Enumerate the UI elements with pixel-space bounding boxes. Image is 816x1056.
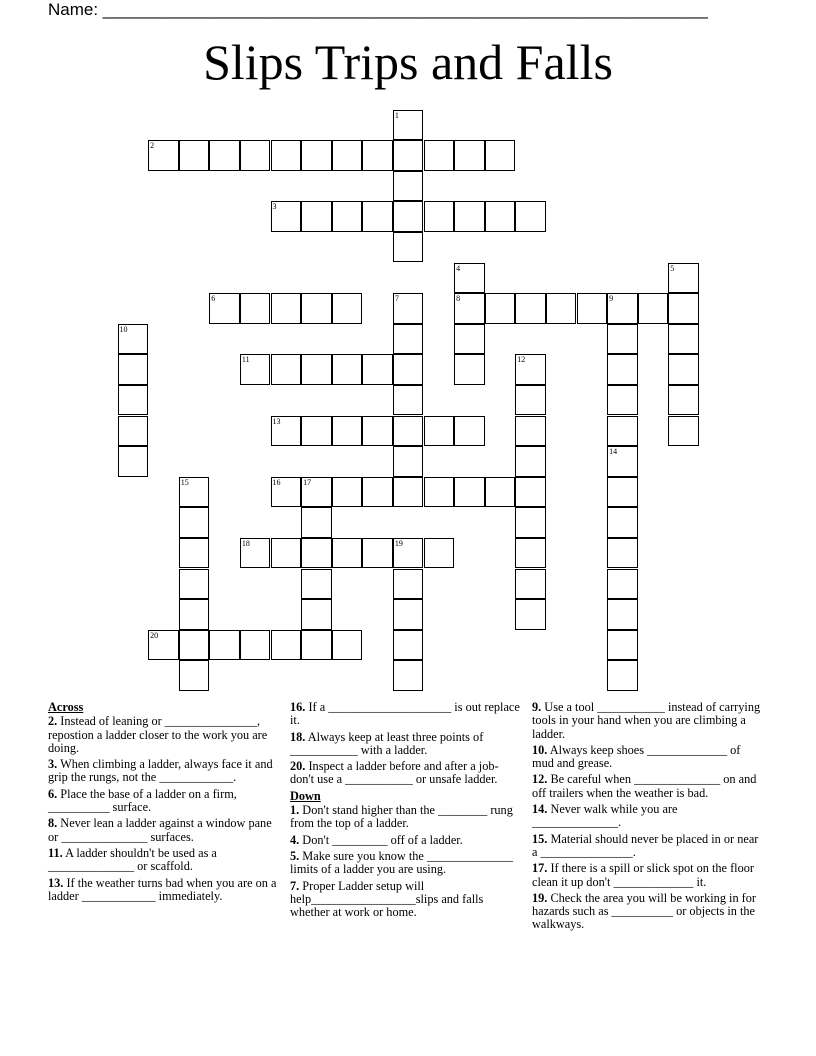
- grid-cell[interactable]: [515, 385, 546, 416]
- clue-item-number: 15.: [532, 831, 548, 846]
- grid-cell[interactable]: [607, 293, 638, 324]
- grid-cell[interactable]: [454, 354, 485, 385]
- down-clues-list-continued: [532, 701, 764, 932]
- clue-number: 3: [272, 202, 277, 212]
- across-clues-list: [48, 715, 280, 903]
- grid-cell[interactable]: [393, 599, 424, 630]
- grid-cell[interactable]: [240, 293, 271, 324]
- grid-cell[interactable]: [607, 446, 638, 477]
- page-title: Slips Trips and Falls: [203, 34, 613, 90]
- clue-item-text: Don't _________ off of a ladder.: [299, 832, 463, 847]
- clue-item: [48, 847, 280, 874]
- grid-cell[interactable]: [424, 140, 455, 171]
- clue-item: [532, 862, 764, 889]
- grid-cell[interactable]: [454, 324, 485, 355]
- grid-cell[interactable]: [271, 354, 302, 385]
- clue-item: [290, 804, 522, 831]
- grid-cell[interactable]: [515, 354, 546, 385]
- grid-cell[interactable]: [607, 385, 638, 416]
- clue-item: [532, 803, 764, 830]
- clue-item: [48, 877, 280, 904]
- grid-cell[interactable]: [240, 354, 271, 385]
- grid-cell[interactable]: [362, 140, 393, 171]
- clue-item: [290, 701, 522, 728]
- grid-cell[interactable]: [301, 477, 332, 508]
- grid-cell[interactable]: [179, 538, 210, 569]
- down-header: Down: [290, 788, 321, 803]
- grid-cell[interactable]: [515, 538, 546, 569]
- clue-item-number: 4.: [290, 832, 300, 847]
- clue-item: [290, 850, 522, 877]
- grid-cell[interactable]: [332, 293, 363, 324]
- clue-number: 2: [150, 141, 155, 151]
- clue-number: 12: [517, 355, 526, 365]
- grid-cell[interactable]: [179, 630, 210, 661]
- clue-item: [290, 834, 522, 847]
- grid-cell[interactable]: [668, 416, 699, 447]
- clue-number: 10: [119, 324, 128, 334]
- grid-cell[interactable]: [332, 354, 363, 385]
- clue-item-number: 6.: [48, 786, 58, 801]
- clue-number: 5: [670, 263, 675, 273]
- clue-number: 15: [180, 477, 189, 487]
- clue-item-text: Use a tool ___________ instead of carrying tools in your hand when you are climbing a ladder.: [532, 700, 761, 741]
- grid-cell[interactable]: [515, 446, 546, 477]
- grid-cell[interactable]: [179, 140, 210, 171]
- grid-cell[interactable]: [271, 140, 302, 171]
- grid-cell[interactable]: [301, 293, 332, 324]
- grid-cell[interactable]: [393, 354, 424, 385]
- grid-cell[interactable]: [118, 324, 149, 355]
- grid-cell[interactable]: [362, 201, 393, 232]
- grid-cell[interactable]: [424, 416, 455, 447]
- clue-item-text: Don't stand higher than the ________ rung from the top of a ladder.: [290, 803, 513, 831]
- grid-cell[interactable]: [424, 538, 455, 569]
- grid-cell[interactable]: [118, 446, 149, 477]
- grid-cell[interactable]: [179, 599, 210, 630]
- clue-item-number: 5.: [290, 848, 300, 863]
- grid-cell[interactable]: [485, 477, 516, 508]
- grid-cell[interactable]: [301, 507, 332, 538]
- clue-number: 17: [303, 477, 312, 487]
- grid-cell[interactable]: [362, 477, 393, 508]
- grid-cell[interactable]: [515, 599, 546, 630]
- grid-cell[interactable]: [515, 416, 546, 447]
- grid-cell[interactable]: [393, 416, 424, 447]
- grid-cell[interactable]: [393, 201, 424, 232]
- name-line: Name: ________________________________________________________________: [48, 0, 708, 19]
- grid-cell[interactable]: [515, 507, 546, 538]
- clue-item-number: 1.: [290, 803, 300, 818]
- clue-item-text: A ladder shouldn't be used as a ______________ or scaffold.: [48, 845, 217, 874]
- grid-cell[interactable]: [668, 385, 699, 416]
- clue-item-text: Make sure you know the ______________ limits of a ladder you are using.: [290, 848, 514, 877]
- clue-item-number: 7.: [290, 878, 300, 893]
- grid-cell[interactable]: [454, 477, 485, 508]
- clue-item-number: 10.: [532, 742, 548, 757]
- clue-item: [532, 892, 764, 932]
- across-clues-list-continued: [290, 701, 522, 787]
- grid-cell[interactable]: [362, 538, 393, 569]
- clue-item-text: If a ____________________ is out replace it.: [290, 700, 520, 728]
- grid-cell[interactable]: [393, 140, 424, 171]
- grid-cell[interactable]: [332, 630, 363, 661]
- grid-cell[interactable]: [332, 538, 363, 569]
- grid-cell[interactable]: [179, 477, 210, 508]
- clue-item-number: 9.: [532, 700, 542, 714]
- grid-cell[interactable]: [546, 293, 577, 324]
- grid-cell[interactable]: [668, 324, 699, 355]
- grid-cell[interactable]: [179, 507, 210, 538]
- clue-item-text: Be careful when ______________ on and off trailers when the weather is bad.: [532, 772, 757, 800]
- grid-cell[interactable]: [577, 293, 608, 324]
- clue-number: 8: [456, 294, 461, 304]
- grid-cell[interactable]: [668, 354, 699, 385]
- clue-item-text: Always keep shoes _____________ of mud and grease.: [532, 742, 741, 771]
- clue-item-text: If the weather turns bad when you are on a ladder ____________ immediately.: [48, 875, 277, 903]
- clue-number: 13: [272, 416, 281, 426]
- grid-cell[interactable]: [301, 630, 332, 661]
- grid-cell[interactable]: [424, 201, 455, 232]
- clue-item: [290, 731, 522, 758]
- grid-cell[interactable]: [301, 538, 332, 569]
- clue-item-number: 20.: [290, 759, 306, 774]
- clue-item-text: Never lean a ladder against a window pane or ______________ surfaces.: [48, 816, 272, 844]
- grid-cell[interactable]: [179, 660, 210, 691]
- grid-cell[interactable]: [393, 477, 424, 508]
- grid-cell[interactable]: [393, 446, 424, 477]
- grid-cell[interactable]: [240, 630, 271, 661]
- grid-cell[interactable]: [424, 477, 455, 508]
- clue-item-text: Material should never be placed in or near a _______________.: [532, 831, 759, 859]
- grid-cell[interactable]: [301, 140, 332, 171]
- grid-cell[interactable]: [668, 293, 699, 324]
- grid-cell[interactable]: [271, 201, 302, 232]
- clue-item-number: 14.: [532, 802, 548, 817]
- clue-number: 18: [241, 538, 250, 548]
- grid-cell[interactable]: [209, 140, 240, 171]
- grid-cell[interactable]: [607, 354, 638, 385]
- grid-cell[interactable]: [393, 232, 424, 263]
- clue-number: 11: [241, 355, 250, 365]
- grid-cell[interactable]: [301, 569, 332, 600]
- grid-cell[interactable]: [393, 385, 424, 416]
- grid-cell[interactable]: [638, 293, 669, 324]
- clue-number: 7: [394, 294, 399, 304]
- clue-item-number: 11.: [48, 845, 63, 860]
- clue-item-text: Inspect a ladder before and after a job-don't use a ___________ or unsafe ladder.: [290, 759, 499, 787]
- clue-number: 20: [150, 630, 159, 640]
- grid-cell[interactable]: [668, 263, 699, 294]
- clue-item-number: 16.: [290, 700, 306, 714]
- grid-cell[interactable]: [362, 354, 393, 385]
- grid-cell[interactable]: [393, 660, 424, 691]
- across-header: Across: [48, 700, 84, 714]
- grid-cell[interactable]: [301, 201, 332, 232]
- grid-cell[interactable]: [271, 477, 302, 508]
- grid-cell[interactable]: [209, 630, 240, 661]
- clue-item: [48, 817, 280, 844]
- clue-number: 4: [456, 263, 461, 273]
- clue-item: [532, 701, 764, 741]
- clues-column-2: [290, 701, 522, 922]
- clue-item-number: 19.: [532, 890, 548, 905]
- grid-cell[interactable]: [607, 599, 638, 630]
- clue-number: 14: [609, 447, 618, 457]
- down-clues-list: [290, 804, 522, 919]
- grid-cell[interactable]: [515, 477, 546, 508]
- clue-item-text: Never walk while you are ______________.: [532, 802, 678, 830]
- grid-cell[interactable]: [454, 263, 485, 294]
- clue-item-number: 17.: [532, 861, 548, 876]
- grid-cell[interactable]: [271, 293, 302, 324]
- grid-cell[interactable]: [393, 538, 424, 569]
- grid-cell[interactable]: [393, 171, 424, 202]
- clue-item-text: When climbing a ladder, always face it and grip the rungs, not the ____________.: [48, 757, 273, 785]
- grid-cell[interactable]: [607, 630, 638, 661]
- clue-number: 16: [272, 477, 281, 487]
- clue-item-text: Check the area you will be working in for hazards such as __________ or objects in the walkways.: [532, 890, 757, 932]
- clue-item-text: Proper Ladder setup will help_________________slips and falls whether at work or home.: [290, 878, 484, 920]
- grid-cell[interactable]: [271, 538, 302, 569]
- grid-cell[interactable]: [271, 416, 302, 447]
- grid-cell[interactable]: [485, 201, 516, 232]
- grid-cell[interactable]: [454, 201, 485, 232]
- grid-cell[interactable]: [607, 477, 638, 508]
- grid-cell[interactable]: [332, 477, 363, 508]
- clue-item-text: Instead of leaning or _______________, repostion a ladder closer to the work you are doing.: [48, 714, 268, 755]
- clue-number: 1: [394, 110, 399, 120]
- clue-item-number: 13.: [48, 875, 64, 890]
- grid-cell[interactable]: [118, 354, 149, 385]
- grid-cell[interactable]: [515, 293, 546, 324]
- clue-item-text: Place the base of a ladder on a firm, __________ surface.: [48, 786, 237, 815]
- grid-cell[interactable]: [240, 538, 271, 569]
- clue-item: [290, 760, 522, 787]
- clues-column-3: [532, 701, 764, 935]
- clue-item-number: 12.: [532, 772, 548, 787]
- clue-item: [532, 773, 764, 800]
- grid-cell[interactable]: [301, 354, 332, 385]
- clue-item: [48, 788, 280, 815]
- grid-cell[interactable]: [332, 416, 363, 447]
- clue-number: 9: [609, 294, 614, 304]
- clue-item: [48, 758, 280, 785]
- clue-item-number: 8.: [48, 816, 58, 831]
- grid-cell[interactable]: [240, 140, 271, 171]
- grid-cell[interactable]: [607, 538, 638, 569]
- clue-item-number: 2.: [48, 714, 58, 729]
- grid-cell[interactable]: [393, 630, 424, 661]
- clue-item-number: 3.: [48, 757, 58, 772]
- grid-cell[interactable]: [515, 201, 546, 232]
- grid-cell[interactable]: [454, 416, 485, 447]
- grid-cell[interactable]: [607, 507, 638, 538]
- grid-cell[interactable]: [332, 201, 363, 232]
- grid-cell[interactable]: [301, 599, 332, 630]
- grid-cell[interactable]: [271, 630, 302, 661]
- grid-cell[interactable]: [485, 293, 516, 324]
- grid-cell[interactable]: [515, 569, 546, 600]
- grid-cell[interactable]: [118, 416, 149, 447]
- grid-cell[interactable]: [393, 324, 424, 355]
- clue-item-text: Always keep at least three points of ___________ with a ladder.: [290, 729, 484, 757]
- grid-cell[interactable]: [607, 416, 638, 447]
- grid-cell[interactable]: [148, 630, 179, 661]
- grid-cell[interactable]: [179, 569, 210, 600]
- clue-number: 19: [394, 538, 403, 548]
- grid-cell[interactable]: [454, 293, 485, 324]
- grid-cell[interactable]: [454, 140, 485, 171]
- grid-cell[interactable]: [607, 660, 638, 691]
- clue-number: 6: [211, 294, 216, 304]
- clues-column-1: [48, 701, 280, 906]
- grid-cell[interactable]: [607, 569, 638, 600]
- grid-cell[interactable]: [301, 416, 332, 447]
- clue-item: [48, 715, 280, 755]
- clue-item: [532, 833, 764, 860]
- grid-cell[interactable]: [209, 293, 240, 324]
- clue-item: [290, 880, 522, 920]
- grid-cell[interactable]: [362, 416, 393, 447]
- grid-cell[interactable]: [607, 324, 638, 355]
- grid-cell[interactable]: [393, 110, 424, 141]
- grid-cell[interactable]: [393, 293, 424, 324]
- clue-item: [532, 744, 764, 771]
- grid-cell[interactable]: [393, 569, 424, 600]
- clue-item-number: 18.: [290, 729, 306, 744]
- grid-cell[interactable]: [485, 140, 516, 171]
- grid-cell[interactable]: [332, 140, 363, 171]
- grid-cell[interactable]: [148, 140, 179, 171]
- grid-cell[interactable]: [118, 385, 149, 416]
- clue-item-text: If there is a spill or slick spot on the floor clean it up don't _____________ it.: [532, 861, 754, 889]
